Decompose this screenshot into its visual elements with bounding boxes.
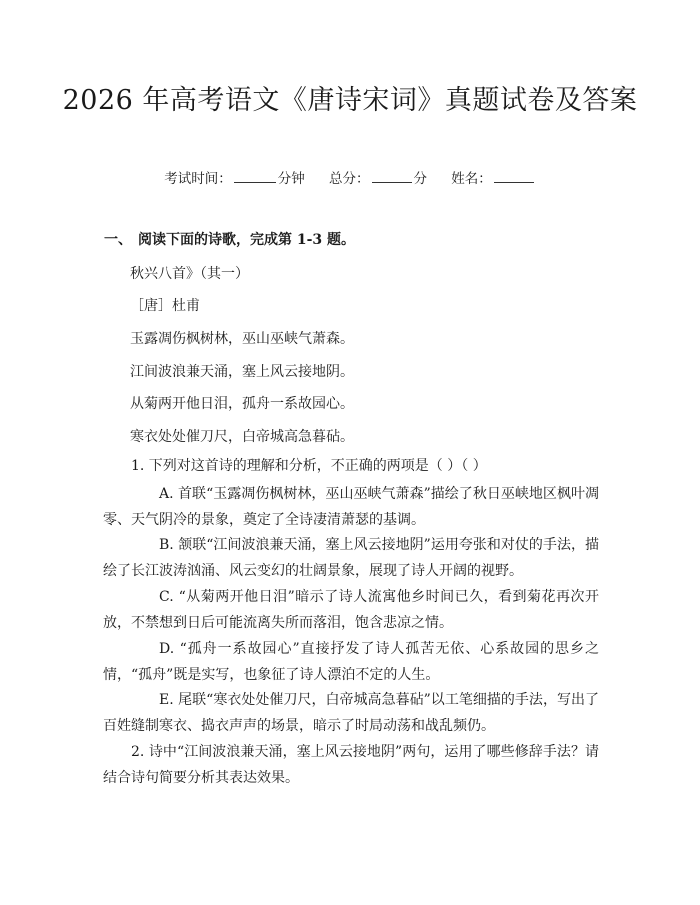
section-heading — [104, 230, 355, 250]
question-1-option-e: E. 尾联“寒衣处处催刀尺，白帝城高急暮砧”以工笔细描的手法，写出了百姓缝制寒衣、捣衣声声的场景，暗示了时局动荡和战乱频仍。 — [103, 692, 599, 734]
question-2-stem: 2. 诗中“江间波浪兼天涌，塞上风云接地阴”两句，运用了哪些修辞手法？请结合诗句简要分析其表达效果。 — [103, 744, 599, 786]
total-score-field — [329, 168, 427, 189]
poem-author: ［唐］杜甫 — [130, 298, 200, 314]
question-1-stem: 1. 下列对这首诗的理解和分析，不正确的两项是（ ）（ ） — [131, 458, 487, 474]
exam-info-line — [0, 168, 700, 189]
section-number: 一、 — [104, 232, 132, 248]
student-name-label: 姓名： — [451, 171, 492, 187]
document-title: 2026 年高考语文《唐诗宋词》真题试卷及答案 — [62, 85, 638, 116]
poem-line: 寒衣处处催刀尺，白帝城高急暮砧。 — [130, 429, 354, 445]
student-name-blank[interactable] — [494, 168, 534, 183]
total-score-blank[interactable] — [372, 168, 412, 183]
question-1-option-b: B. 颔联“江间波浪兼天涌，塞上风云接地阴”运用夸张和对仗的手法，描绘了长江波涛汹涌、风云变幻的壮阔景象，展现了诗人开阔的视野。 — [103, 537, 599, 579]
exam-time-field — [164, 168, 305, 189]
question-1-option-c: C. “从菊两开他日泪”暗示了诗人流寓他乡时间已久，看到菊花再次开放，不禁想到日后可能流离失所而落泪，饱含悲凉之情。 — [103, 589, 599, 631]
poem-line: 玉露凋伤枫树林，巫山巫峡气萧森。 — [130, 331, 354, 347]
question-1-option-a: A. 首联“玉露凋伤枫树林，巫山巫峡气萧森”描绘了秋日巫峡地区枫叶凋零、天气阴冷的景象，奠定了全诗凄清萧瑟的基调。 — [103, 486, 599, 528]
question-1-option-d: D. “孤舟一系故园心”直接抒发了诗人孤苦无依、心系故园的思乡之情，“孤舟”既是实写，也象征了诗人漂泊不定的人生。 — [103, 641, 599, 683]
poem-title: 秋兴八首》（其一） — [130, 266, 249, 282]
poem-line: 江间波浪兼天涌，塞上风云接地阴。 — [130, 364, 354, 380]
student-name-field — [451, 168, 536, 189]
total-score-unit: 分 — [413, 171, 427, 187]
exam-time-label: 考试时间： — [164, 171, 232, 187]
exam-time-blank[interactable] — [234, 168, 276, 183]
section-instruction: 阅读下面的诗歌，完成第 1-3 题。 — [138, 232, 356, 248]
total-score-label: 总分： — [329, 171, 370, 187]
poem-line: 从菊两开他日泪，孤舟一系故园心。 — [130, 396, 354, 412]
exam-time-unit: 分钟 — [277, 171, 305, 187]
